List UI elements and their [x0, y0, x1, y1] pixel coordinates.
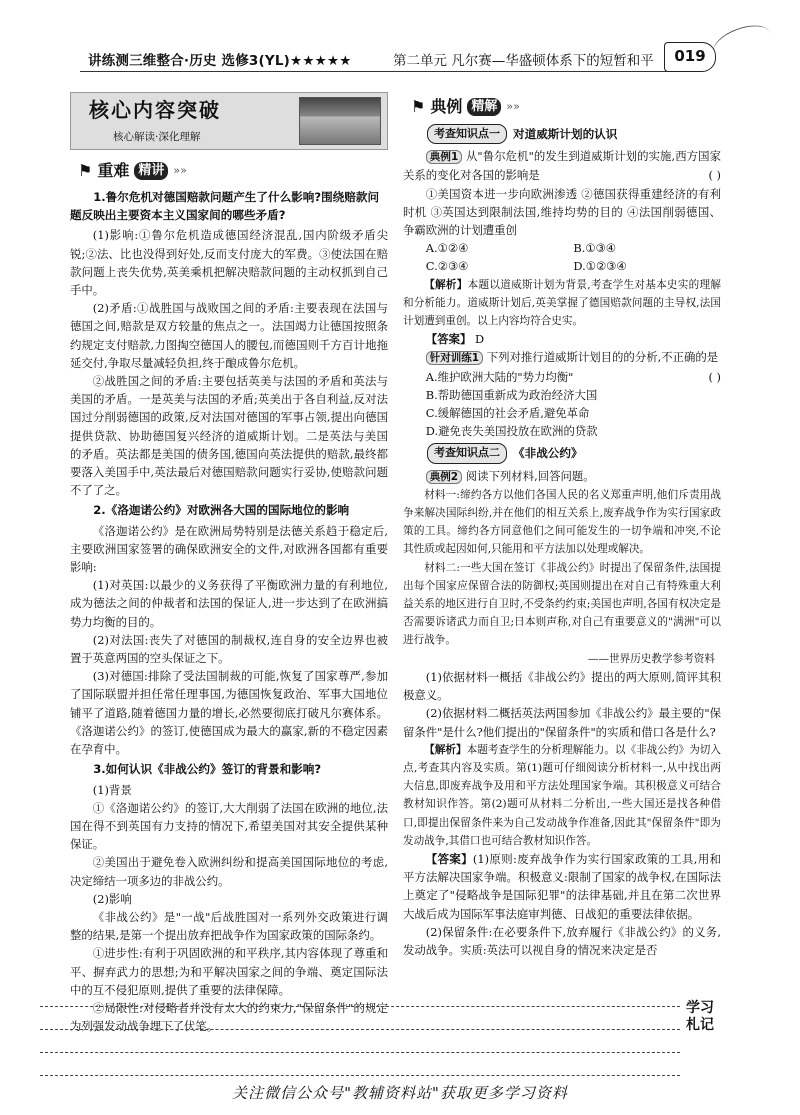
ex2-question-2: (2)依据材料二概括英法两国参加《非战公约》最主要的"保留条件"是什么?他们提出的"保留条件"的实质和借口各是什么? — [403, 706, 721, 739]
banner-building-image — [299, 97, 381, 145]
ex1-answer — [403, 330, 721, 348]
ex1-option-b: B.①③④ — [573, 241, 617, 256]
ex2-answer-text: (1)原则:废弃战争作为实行国家政策的工具,用和平方法解决国家争端。积极意义:限制了国家的战争权,在国际法上奠定了"侵略战争是国际犯罪"的法律基础,并且在第二次世界大战后成为国际军事法庭审判德、日战犯的重要法律依据。 — [403, 851, 721, 921]
ex1-analysis-label: 【解析】 — [424, 278, 468, 291]
example-2-label: 典例2 — [426, 470, 462, 484]
ex2-stem-text: 阅读下列材料,回答问题。 — [465, 468, 595, 483]
note-line — [40, 1006, 680, 1029]
section-title-a: 重难 — [97, 160, 130, 180]
train1-option-d: D.避免丧失美国投放在欧洲的贷款 — [425, 424, 598, 439]
q2-para-2: (1)对英国:以最少的义务获得了平衡欧洲力量的有利地位,成为德法之间的仲裁者和法国的保证人,进一步达到了在欧洲搞势力均衡的目的。 — [70, 578, 388, 629]
material-1: 材料一:缔约各方以他们各国人民的名义郑重声明,他们斥责用战争来解决国际纠纷,并在他们的相互关系上,废弃战争作为实行国家政策的工具。缔约各方同意他们之间可能发生的一切争端和冲突,不论其性质或起因如何,只能用和平方法加以处理或解决。 — [403, 488, 721, 556]
banner-title: 核心内容突破 — [89, 98, 221, 122]
train1-option-c: C.缓解德国的社会矛盾,避免革命 — [425, 406, 590, 421]
q1-para-2: (2)矛盾:①战胜国与战败国之间的矛盾:主要表现在法国与德国之间,赔款是双方较量的焦点之一。法国竭力让德国按照条约规定支付赔款,力图掏空德国人的腰包,而德国则千方百计地拖延交付,争取尽量减轻负担,终于酿成鲁尔危机。 — [70, 301, 388, 370]
training-1-label: 针对训练1 — [426, 351, 483, 365]
example-1-label: 典例1 — [426, 150, 462, 164]
q2-para-4: (3)对德国:排除了受法国制裁的可能,恢复了国家尊严,参加了国际联盟并担任常任理事国,为德国恢复政治、军事大国地位铺平了道路,随着德国力量的增长,必然要彻底打破凡尔赛体系。《洛迦诺公约》的签订,使德国成为最大的赢家,新的不稳定因素在孕育中。 — [70, 669, 388, 757]
q3-para-6: ①进步性:有利于巩固欧洲的和平秩序,其内容体现了尊重和平、摒弃武力的思想;为和平解决国家之间的争端、奠定国际法中的互不侵犯原则,提供了重要的法律保障。 — [70, 946, 388, 997]
ex2-analysis — [403, 741, 721, 850]
unit-title: 第二单元 凡尔赛—华盛顿体系下的短暂和平 — [393, 53, 654, 69]
q3-para-5: 《非战公约》是"一战"后战胜国对一系列外交政策进行调整的结果,是第一个提出放弃把战争作为国家政策的国际条约。 — [70, 909, 388, 943]
ex2-answer-2: (2)保留条件:在必要条件下,放弃履行《非战公约》的义务,发动战争。实质:英法可以视自身的情况来决定是否 — [403, 924, 721, 957]
tag-string-icon — [709, 19, 776, 68]
q3-para-1: (1)背景 — [92, 782, 132, 797]
kp2-text: 《非战公约》 — [513, 446, 583, 461]
ex1-option-c: C.②③④ — [425, 259, 469, 274]
kp2-label: 考查知识点二 — [427, 443, 507, 463]
kp1-label: 考查知识点一 — [427, 124, 507, 144]
q3-para-2: ①《洛迦诺公约》的签订,大大削弱了法国在欧洲的地位,法国在得不到英国有力支持的情况下,希望美国对其安全提供某种保证。 — [70, 800, 388, 852]
study-notes-tag: 学习札记 — [686, 1000, 714, 1033]
train1-option-b: B.帮助德国重新成为政治经济大国 — [425, 387, 598, 402]
section-heading-examples — [411, 96, 721, 118]
note-line — [40, 1052, 680, 1075]
section-title-b: 精解 — [467, 98, 501, 116]
ex2-analysis-text: 本题考查学生的分析理解能力。以《非战公约》为切入点,考查其内容及实质。第(1)题可仔细阅读分析材料一,从中找出两大信息,即废弃战争及用和平方法处理国家争端。其积极意义可结合教材知识作答。第(2)题可从材料二分析出,一些大国还是找各种借口,即提出保留条件来为自己发动战争作准备,因此其"保留条件"即为发动战争,其借口也可结合教材知识作答。 — [403, 743, 722, 847]
q2-para-1: 《洛迦诺公约》是在欧洲局势特别是法德关系趋于稳定后,主要欧洲国家签署的确保欧洲安全的文件,对欧洲各国都有重要影响: — [70, 523, 388, 575]
section-title-b: 精讲 — [134, 162, 168, 180]
train1-paren: ( ) — [708, 369, 721, 384]
knowledge-point-2 — [427, 443, 721, 463]
question-3: 3.如何认识《非战公约》签订的背景和影响? — [93, 762, 322, 777]
ex1-analysis — [403, 276, 721, 331]
q3-para-4: (2)影响 — [92, 891, 132, 906]
arrows-icon: »» — [173, 163, 187, 177]
q1-para-1: (1)影响:①鲁尔危机造成德国经济混乱,国内阶级矛盾尖锐;②法、比也没得到好处,反而支付庞大的军费。③使法国在赔款问题上丧失优势,英美乘机把解决赔款问题的主动权抓到自己手中。 — [70, 228, 388, 298]
banner-subtitle: 核心解读·深化理解 — [113, 131, 201, 143]
ex1-items: ①美国资本进一步向欧洲渗透 ②德国获得重建经济的有利时机 ③英国达到限制法国,维持均势的目的 ④法国削弱德国、争霸欧洲的计划遭重创 — [403, 186, 721, 238]
page-header — [0, 0, 800, 75]
arrows-icon: »» — [506, 99, 520, 113]
train1-option-a: A.维护欧洲大陆的"势力均衡" — [425, 369, 574, 384]
flag-icon: ⚑ — [411, 96, 426, 116]
train1-stem-text: 下列对推行道威斯计划目的的分析,不正确的是 — [486, 350, 719, 365]
material-source: ——世界历史教学参考资料 — [587, 652, 715, 665]
material-2: 材料二:一些大国在签订《非战公约》时提出了保留条件,法国提出每个国家应保留合法的防御权;英国则提出在对自己有特殊重大利益关系的地区进行自卫时,不受条约约束;美国也声明,各国有权决定是否需要诉诸武力而自卫;日本则声称,对自己有重要意义的"满洲"可以进行战争。 — [403, 561, 721, 647]
footer-text: 关注微信公众号"教辅资料站"获取更多学习资料 — [232, 1084, 568, 1102]
ex1-stem-text: 从"鲁尔危机"的发生到道威斯计划的实施,西方国家关系的变化对各国的影响是 — [403, 149, 722, 183]
ex1-option-d: D.①②③④ — [573, 259, 627, 274]
note-line — [40, 1029, 680, 1052]
ex1-answer-label: 【答案】 — [425, 332, 472, 347]
question-1: 1.鲁尔危机对德国赔款问题产生了什么影响?围绕赔款问题反映出主要资本主义国家间的哪些矛盾? — [70, 190, 380, 223]
ex1-option-a: A.①②④ — [425, 241, 469, 256]
q1-para-3: ②战胜国之间的矛盾:主要包括英美与法国的矛盾和英法与美国的矛盾。一是英美与法国的矛盾;英美出于各自利益,反对法国过分削弱德国的政策,反对法国对德国的军事占领,提出向德国提供贷款、协助德国复兴经济的道威斯计划。二是英法与美国的矛盾。英法都是美国的债务国,德国向英法提供的赔款,最终都要落入美国手中,英法最后对德国赔款问题实行妥协,使赔款问题不了了之。 — [70, 374, 388, 498]
example-2-stem — [403, 467, 721, 486]
section-title-a: 典例 — [430, 96, 463, 116]
page-number: 019 — [664, 42, 716, 72]
book-title: 讲练测三维整合·历史 选修3(YL)★★★★★ — [88, 53, 352, 69]
q3-para-3: ②美国出于避免卷入欧洲纠纷和提高美国国际地位的考虑,决定缔结一项多边的非战公约。 — [70, 855, 388, 888]
ex2-answer — [403, 850, 721, 923]
core-content-banner — [70, 92, 388, 150]
ex1-answer-text: D — [475, 332, 485, 347]
kp1-text: 对道威斯计划的认识 — [513, 127, 618, 141]
left-column — [70, 92, 388, 1035]
flag-icon: ⚑ — [78, 160, 93, 180]
ex2-answer-label: 【答案】 — [425, 851, 473, 866]
example-1-stem — [403, 147, 721, 184]
ex1-paren: ( ) — [708, 168, 721, 183]
knowledge-point-1 — [427, 124, 721, 144]
ex2-analysis-label: 【解析】 — [424, 743, 467, 756]
q3-para-7: ②局限性:对侵略者并没有太大的约束力,"保留条件"的规定为列强发动战争埋下了伏笔。 — [70, 1000, 388, 1034]
q2-para-3: (2)对法国:丧失了对德国的制裁权,连自身的安全边界也被置于英意两国的空头保证之下。 — [70, 632, 388, 666]
ex2-question-1: (1)依据材料一概括《非战公约》提出的两大原则,简评其积极意义。 — [403, 669, 721, 703]
section-heading-key-points — [78, 160, 388, 182]
header-rule — [80, 71, 690, 72]
ex1-analysis-text: 本题以道威斯计划为背景,考查学生对基本史实的理解和分析能力。道威斯计划后,英美掌握了德国赔款问题的主导权,法国计划遭到重创。以上内容均符合史实。 — [403, 278, 722, 328]
question-2: 2.《洛迦诺公约》对欧洲各大国的国际地位的影响 — [93, 503, 350, 518]
ex1-options — [403, 239, 721, 275]
right-column — [403, 92, 721, 959]
